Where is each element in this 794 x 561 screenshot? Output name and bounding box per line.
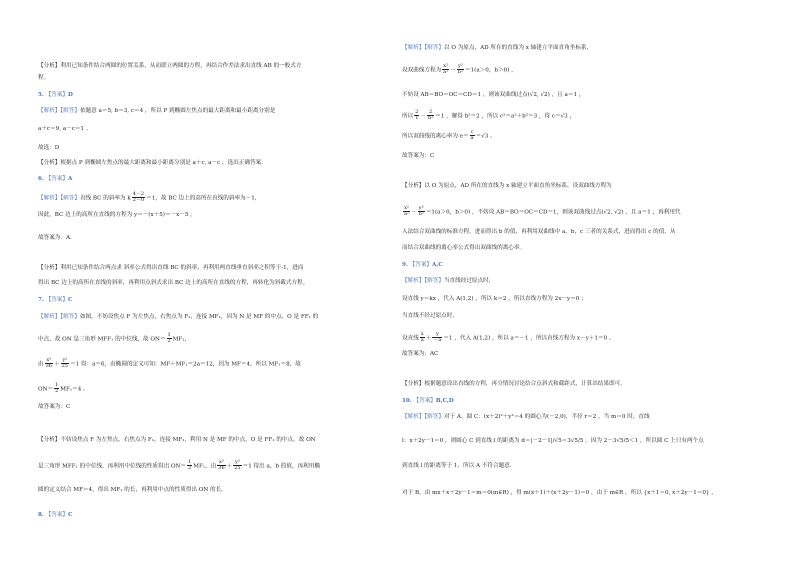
analysis-text: 【分析】根据点 P 到椭圆左焦点的最大距离和最小距离分别是 a＋c, a－c ，选出正确答案. xyxy=(38,160,263,166)
half-fraction: $\frac{1}{2}$ xyxy=(55,382,59,395)
answer-value: A,C xyxy=(432,262,443,268)
solution-text: 到直线 l 的距离等于 1，所以 A 不符合题意. xyxy=(402,463,512,469)
question-number: 6. xyxy=(38,176,44,182)
answer-value: B,C,D xyxy=(435,398,454,404)
slope-fraction: $\frac{4-2}{2-0}$ xyxy=(132,191,145,204)
solution-tag: 【解析】【解答】 xyxy=(38,195,80,202)
analysis-text: 【分析】利用已知条件结合两圆的位置关系，从而联立两圆的方程，再结合作差法求出直线 AB 的一般式方 xyxy=(38,63,302,69)
analysis-text: ＝1(a＞0，b＞0) ，不妨设 AB＝BO＝OC＝CD＝1，则该双曲线过点(√2, √2) ，且 a＝1 ，再利用代 xyxy=(425,209,681,216)
solution-text: ON＝ xyxy=(38,386,54,393)
solution-text: 设直线 y＝kx ，代入 A(1,2) ，所以 k＝2 ，所以直线方程为 2x－y＝0 ； xyxy=(402,296,587,302)
solution-text: 设双曲线方程为 xyxy=(402,67,442,74)
question-number: 8. xyxy=(38,512,44,518)
analysis-text: 圆的定义结合 MF＝4，得出 MF₁ 的长，再利用中点的性质得出 ON 的长。 xyxy=(38,487,227,493)
hyperbola-fraction-y: $\frac{\text{y²}}{\text{b²}}$ xyxy=(457,63,463,76)
solution-tag: 【解析】【解答】 xyxy=(402,45,444,51)
solution-text-line xyxy=(38,383,89,395)
question-9-solution xyxy=(402,278,494,285)
solution-text: 对于 B，由 mx＋x＋2y－1＝m＝0(m∈R) ，得 m(x＋1)＋(x＋2y－1)＝0 ，由于 m∈R ，所以 {x＋1＝0, x＋2y－1＝0} ， xyxy=(402,490,717,496)
solution-text-line xyxy=(38,333,190,345)
answer-tag: 【答案】 xyxy=(45,512,69,518)
solution-text: 对于 A，圆 C：(x＋2)²＋y²＝4 的圆心为(－2,0)，半径 r＝2 ，当 m＝0 时，直线 xyxy=(443,414,650,420)
hyperbola-fraction-x: $\frac{\text{x²}}{\text{a²}}$ xyxy=(404,205,409,218)
analysis-text: 【分析】利用已知条件结合两点求 斜率公式得出直线 BC 的斜率，再利用两直线垂直斜率之积等于-1，进而 xyxy=(38,265,304,271)
fraction: $\frac{2}{1}$ xyxy=(415,109,419,122)
solution-text-line xyxy=(402,130,496,142)
solution-text: 设直线 xyxy=(402,335,419,342)
ellipse-fraction-y: $\frac{\text{y²}}{25}$ xyxy=(61,357,68,370)
solution-tag: 【解析】【解答】 xyxy=(38,108,80,114)
question-6-solution xyxy=(38,192,260,204)
answer-tag: 【答案】 xyxy=(45,297,69,303)
answer-tag: 【答案】 xyxy=(45,176,69,182)
solution-text: l：x＋2y－1＝0 ，则圆心 C 到直线 l 的距离为 d＝|－2－1|/√5＝3√5/5 ，因为 2－3√5/5＜1 ，所以圆 C 上只有两个点 xyxy=(402,438,704,444)
solution-text: a＋c＝9, a－c＝1 。 xyxy=(38,126,92,132)
question-9-answer xyxy=(402,262,443,269)
intercept-fraction-y: $\frac{y}{-a}$ xyxy=(433,331,442,344)
analysis-text: 【分析】以 O 为原点，AD 所在的直线为 x 轴建立平面直角坐标系，设双曲线方程为 xyxy=(402,183,612,189)
question-7-answer xyxy=(38,297,72,304)
question-number: 10. xyxy=(402,398,412,404)
solution-text: ＝1(a＞0，b＞0) ， xyxy=(465,67,517,74)
analysis-text: 是三角形 MFF₁ 的中位线，再利用中位线的性质得出 ON＝ xyxy=(38,463,187,470)
ellipse-fraction-x: $\frac{\text{x²}}{36}$ xyxy=(218,459,225,472)
question-6-answer xyxy=(38,176,72,183)
hyperbola-fraction-x: $\frac{\text{x²}}{\text{a²}}$ xyxy=(443,63,449,76)
analysis-text: 【分析】不妨设焦点 F 为左焦点，右焦点为 F₁，连接 MF₁，利用 N 是 MF 的中点，O 是 FF₁ 的中点，故 ON xyxy=(38,437,316,443)
solution-tag: 【解析】【解答】 xyxy=(38,314,80,320)
answer-value: A xyxy=(68,176,73,182)
intercept-fraction-x: $\frac{x}{a}$ xyxy=(420,331,424,344)
question-number: 7. xyxy=(38,297,44,303)
question-8-answer xyxy=(38,512,72,519)
solution-text: ＝1 得：a＝6，由椭圆的定义可知：MF＋MF₁＝2a＝12，因为 MF＝4，所以 MF₁＝8，故 xyxy=(69,361,301,368)
ellipse-fraction-x: $\frac{\text{x²}}{36}$ xyxy=(45,357,52,370)
solution-text: 由 xyxy=(38,361,44,368)
hyperbola-fraction-y: $\frac{\text{y²}}{\text{b²}}$ xyxy=(418,205,424,218)
ellipse-fraction-y: $\frac{\text{y²}}{25}$ xyxy=(234,459,241,472)
question-5-answer xyxy=(38,92,73,99)
solution-text: 所以 xyxy=(402,113,414,120)
solution-text: 直线 BC 的斜率为 k xyxy=(79,195,131,202)
solution-text: 所以双曲线的离心率为 e＝ xyxy=(402,133,469,140)
solution-text-line: 设直线 $\frac{x}{a}$ ＋ $\frac{y}{-a}$ ＝1 ，代入 A(1,2) ，所以 a＝－1 ，所以直线方程为 x－y＋1＝0 。 xyxy=(402,331,615,344)
solution-text-line: 设双曲线方程为 $\frac{\text{x²}}{\text{a²}}$ － $\frac{\text{y²}}{\text{b²}}$ ＝1(a＞0，b＞0) ， xyxy=(402,63,517,76)
answer-tag: 【答案】 xyxy=(45,92,69,98)
analysis-text-line: $\frac{\text{x²}}{\text{a²}}$ － $\frac{\text{y²}}{\text{b²}}$ ＝1(a＞0，b＞0) ，不妨设 AB＝BO＝OC＝CD＝1，则该双曲线过点(√2, √2) ，且 a＝1 ，再利用代 xyxy=(404,205,681,218)
question-number: 5. xyxy=(38,92,44,98)
solution-text: 中点，故 ON 是三角形 MFF₁ 的中位线，故 ON＝ xyxy=(38,336,166,343)
analysis-text: MF₁，由 xyxy=(193,463,217,470)
solution-text: 以 O 为原点，AD 所在的直线为 x 轴建立平面直角坐标系， xyxy=(443,45,593,51)
answer-line: 故答案为：C xyxy=(38,404,71,410)
half-fraction: $\frac{1}{2}$ xyxy=(167,332,171,345)
analysis-text: 【分析】根据题意设出直线的方程，再分情况讨论结合点斜式和截距式，计算出结果即可。 xyxy=(402,381,626,387)
analysis-text: 而结合双曲线的离心率公式得出双曲线的离心率。 xyxy=(402,245,526,251)
answer-value: C xyxy=(68,512,73,518)
half-fraction: $\frac{1}{2}$ xyxy=(188,459,192,472)
answer-tag: 【答案】 xyxy=(413,398,436,404)
question-7-solution xyxy=(38,314,318,321)
solution-text: 当直线不经过原点时， xyxy=(402,313,458,319)
solution-text-line: 所以 $\frac{2}{1}$ － $\frac{2}{\text{b²}}$ ＝1 ，解得 b²＝2 ，所以 c²＝a²＋b²＝3 ，得 c＝√3 ， xyxy=(402,109,576,122)
solution-text: ＝1 ，解得 b²＝2 ，所以 c²＝a²＋b²＝3 ，得 c＝√3 ， xyxy=(435,113,576,120)
analysis-text-line: 是三角形 MFF₁ 的中位线，再利用中位线的性质得出 ON＝ $\frac{1}{2}$ MF₁，由 $\frac{\text{x²}}{36}$ ＋ $\frac{\text{y²}}{25}$ ＝1 得出 a，b 的值，再利用椭 xyxy=(38,459,320,472)
analysis-text: 入法结合双曲线的标准方程，进而得出 b 的值，再利用双曲线中 a，b，c 三者的关系式，进而得出 c 的值，从 xyxy=(402,229,676,235)
question-5-solution xyxy=(38,108,275,115)
answer-value: C xyxy=(68,297,73,303)
solution-text: MF₁＝4 。 xyxy=(60,386,89,393)
answer-line: 故答案为：C xyxy=(402,153,435,159)
solution-text: ＝1 ，代入 A(1,2) ，所以 a＝－1 ，所以直线方程为 x－y＋1＝0 。 xyxy=(443,335,615,342)
fraction: $\frac{2}{\text{b²}}$ xyxy=(428,109,434,122)
solution-text: 当直线经过原点时， xyxy=(443,278,495,284)
answer-line: 故答案为：A. xyxy=(38,235,72,241)
answer-tag: 【答案】 xyxy=(409,262,433,268)
solution-text: ＝1，故 BC 边上的高所在直线的斜率为－1， xyxy=(146,195,261,202)
question-number: 9. xyxy=(402,262,408,268)
solution-tag: 【解析】【解答】 xyxy=(402,278,444,284)
solution-tag: 【解析】【解答】 xyxy=(402,414,444,420)
eccentricity-fraction: $\frac{c}{a}$ xyxy=(470,129,474,142)
solution-text: 如图，不妨设焦点 F 为左焦点，右焦点为 F₁，连接 MF₁，因为 N 是 MF 的中点，O 是 FF₁ 的 xyxy=(79,314,319,320)
analysis-text: 程。 xyxy=(38,75,50,81)
solution-text: 依题意 a＝5, b＝3, c＝4 ，所以 P 到椭圆左焦点的最大距离和最小距离分别是 xyxy=(79,108,276,114)
question-8-solution xyxy=(402,45,592,52)
solution-text: 因此，BC 边上的高所在直线的方程为 y＝－(x＋5)＝－x－5 。 xyxy=(38,212,196,218)
analysis-text: 得出 BC 边上的高所在直线的斜率，再利用点斜式求出 BC 边上的高所在直线的方程，再转化为斜截式方程。 xyxy=(38,280,309,286)
choice-line: 故选：D xyxy=(38,145,60,151)
answer-value: D xyxy=(68,92,73,98)
analysis-text: ＝1 得出 a，b 的值，再利用椭 xyxy=(242,463,320,470)
solution-text: ＝√3 。 xyxy=(475,133,496,140)
question-10-solution xyxy=(402,414,650,421)
solution-text: 不妨设 AB＝BO＝OC＝CD＝1 ，则该双曲线过点(√2, √2) ，且 a＝1 ， xyxy=(402,92,585,98)
solution-text: MF₁， xyxy=(172,336,191,343)
answer-line: 故答案为：AC xyxy=(402,351,439,357)
solution-text-line: 由 $\frac{\text{x²}}{36}$ ＋ $\frac{\text{y²}}{25}$ ＝1 得：a＝6，由椭圆的定义可知：MF＋MF₁＝2a＝12，因为 MF＝4，所以 MF₁＝8，故 xyxy=(38,357,301,370)
question-10-answer xyxy=(402,398,454,405)
